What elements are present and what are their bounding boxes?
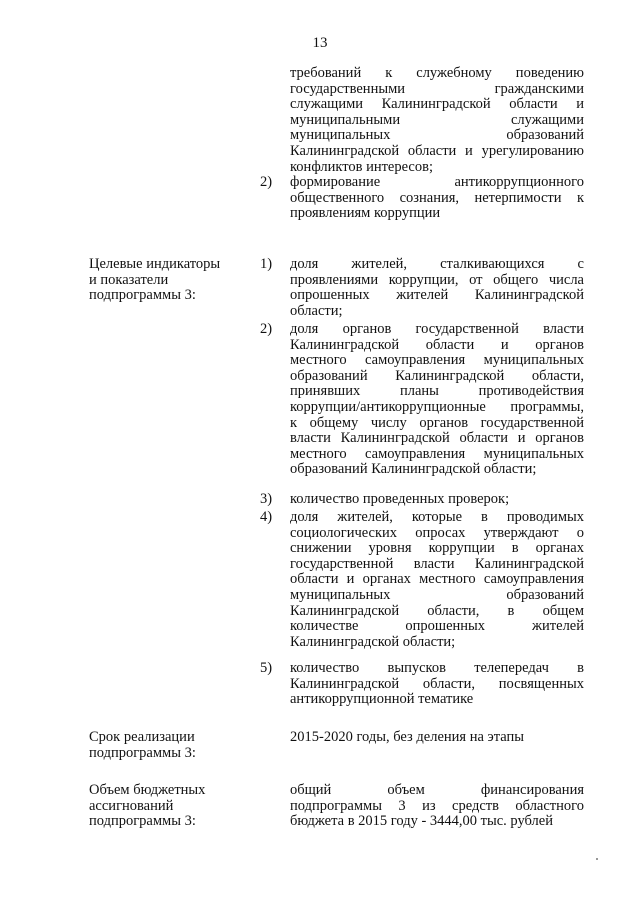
text-line: количество выпусков телепередач в	[290, 661, 584, 676]
text-line: муниципальных образований	[290, 587, 584, 603]
indicators-label	[89, 257, 239, 304]
item-number: 3)	[260, 491, 273, 507]
page-number: 13	[312, 35, 328, 51]
text-line: государственной власти Калининградской	[290, 556, 584, 572]
text-line: социологических опросах утверждают о	[290, 525, 584, 541]
text-line: Калининградской области, в общем	[290, 603, 584, 619]
text-line: количестве опрошенных жителей	[290, 619, 584, 635]
text-line: общий объем финансирования	[290, 783, 584, 798]
text-line: доля органов государственной власти	[290, 322, 584, 337]
text-line: государственными гражданскими	[290, 81, 584, 97]
text-line: коррупции/антикоррупционные программы,	[290, 399, 584, 415]
item-number: 2)	[260, 174, 273, 190]
text-line: требований к служебному поведению	[290, 66, 584, 81]
text-line: общественного сознания, нетерпимости к	[290, 190, 584, 206]
text-line: снижении уровня коррупции в органах	[290, 541, 584, 557]
term-label	[89, 730, 239, 761]
label-line: ассигнований	[89, 797, 174, 814]
text-line: доля жителей, которые в проводимых	[290, 510, 584, 525]
text-line: образований Калининградской области,	[290, 368, 584, 384]
text-line: антикоррупционной тематике	[290, 692, 474, 708]
list-item	[290, 661, 584, 708]
text-line: подпрограммы 3 из средств областного	[290, 798, 584, 814]
text-line: проявлениям коррупции	[290, 206, 441, 222]
text-line: опрошенных жителей Калининградской	[290, 288, 584, 304]
text-line: 2015-2020 годы, без деления на этапы	[290, 730, 524, 745]
label-line: и показатели	[89, 271, 169, 288]
text-line: Калининградской области и органов	[290, 337, 584, 353]
text-line: конфликтов интересов;	[290, 159, 433, 175]
budget-label	[89, 783, 239, 830]
text-line: доля жителей, сталкивающихся с	[290, 257, 584, 272]
item-number: 4)	[260, 509, 273, 525]
text-line: местного самоуправления муниципальных	[290, 353, 584, 369]
scan-dot	[596, 858, 598, 860]
text-line: Калининградской области;	[290, 634, 456, 650]
text-line: формирование антикоррупционного	[290, 175, 584, 190]
text-line: муниципальными служащими	[290, 112, 584, 128]
budget-text	[290, 783, 584, 830]
text-line: служащими Калининградской области и	[290, 97, 584, 113]
text-line: области;	[290, 303, 343, 319]
item-number: 1)	[260, 256, 273, 272]
text-line: к общему числу органов государственной	[290, 415, 584, 431]
label-line: Целевые индикаторы	[89, 256, 221, 272]
item-number: 5)	[260, 660, 273, 676]
text-line: образований Калининградской области;	[290, 462, 537, 478]
label-line: Срок реализации	[89, 729, 195, 745]
list-item	[290, 510, 584, 650]
text-line: Калининградской области и урегулированию	[290, 143, 584, 159]
label-line: Объем бюджетных	[89, 782, 206, 798]
list-item	[290, 322, 584, 478]
text-line: количество проведенных проверок;	[290, 492, 510, 507]
text-line: бюджета в 2015 году - 3444,00 тыс. рублей	[290, 814, 553, 830]
text-line: области и органах местного самоуправления	[290, 572, 584, 588]
label-line: подпрограммы 3:	[89, 287, 196, 304]
label-line: подпрограммы 3:	[89, 744, 196, 761]
text-line: муниципальных образований	[290, 128, 584, 144]
text-line: Калининградской области, посвященных	[290, 676, 584, 692]
text-line: местного самоуправления муниципальных	[290, 446, 584, 462]
list-item	[290, 257, 584, 319]
list-item	[290, 175, 584, 222]
list-item	[290, 492, 584, 508]
term-value	[290, 730, 584, 746]
text-line: проявлениями коррупции, от общего числа	[290, 272, 584, 288]
continuation-text	[290, 66, 584, 175]
text-line: власти Калининградской области и органов	[290, 431, 584, 447]
text-line: принявших планы противодействия	[290, 384, 584, 400]
label-line: подпрограммы 3:	[89, 813, 196, 830]
item-number: 2)	[260, 321, 273, 337]
